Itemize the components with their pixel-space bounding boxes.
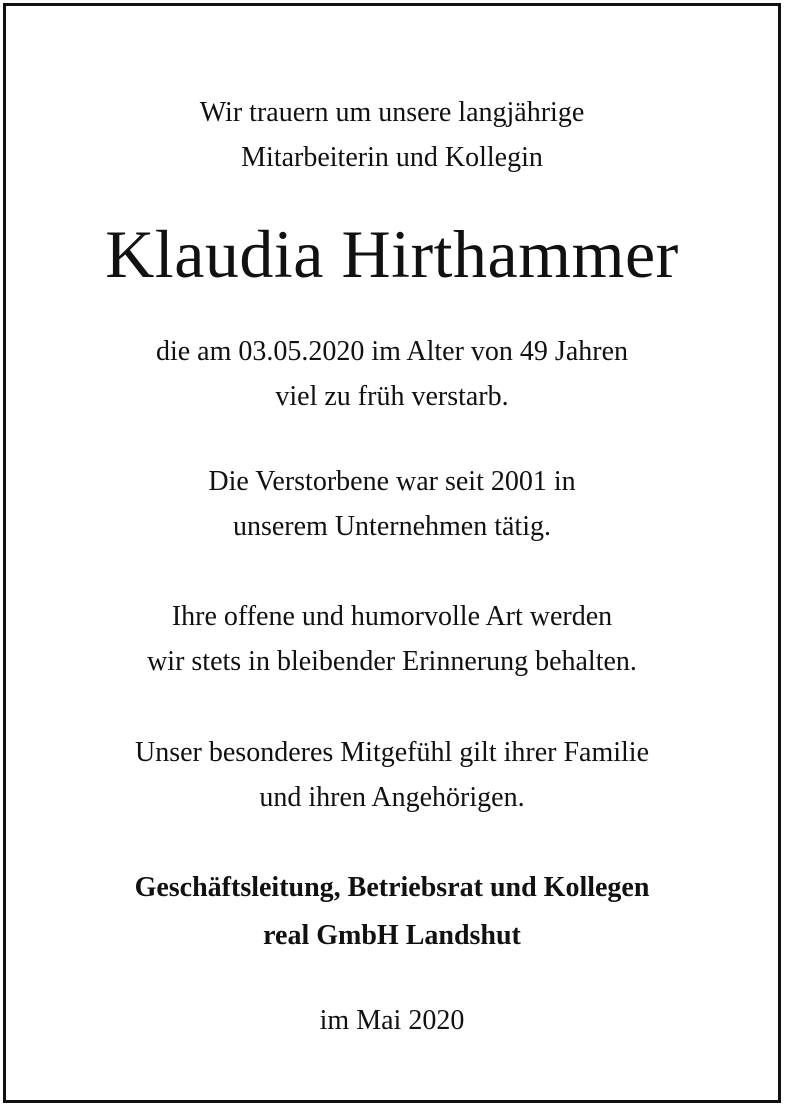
intro-line-1: Wir trauern um unsere langjährige	[199, 97, 585, 128]
paragraph-line: unserem Unternehmen tätig.	[232, 511, 551, 542]
signature-line-2: real GmbH Landshut	[263, 920, 521, 951]
obituary-notice	[3, 3, 781, 1103]
date-line: im Mai 2020	[319, 1005, 465, 1036]
paragraph-line: die am 03.05.2020 im Alter von 49 Jahren	[155, 336, 629, 367]
paragraph-line: wir stets in bleibender Erinnerung behalten.	[147, 646, 637, 677]
paragraph-remembrance	[6, 594, 778, 684]
paragraph-employment	[6, 459, 778, 549]
signature-line-1: Geschäftsleitung, Betriebsrat und Kollegen	[134, 872, 650, 903]
paragraph-line: viel zu früh verstarb.	[275, 381, 509, 412]
paragraph-condolences	[6, 730, 778, 820]
paragraph-line: Ihre offene und humorvolle Art werden	[171, 601, 613, 632]
paragraph-death-info	[6, 329, 778, 419]
deceased-name: Klaudia Hirthammer	[105, 216, 679, 292]
intro-line-2: Mitarbeiterin und Kollegin	[241, 142, 543, 173]
paragraph-line: Unser besonderes Mitgefühl gilt ihrer Familie	[135, 737, 649, 768]
paragraph-line: Die Verstorbene war seit 2001 in	[208, 466, 576, 497]
intro-text	[6, 90, 778, 180]
paragraph-line: und ihren Angehörigen.	[259, 782, 525, 813]
signature-block	[6, 864, 778, 960]
